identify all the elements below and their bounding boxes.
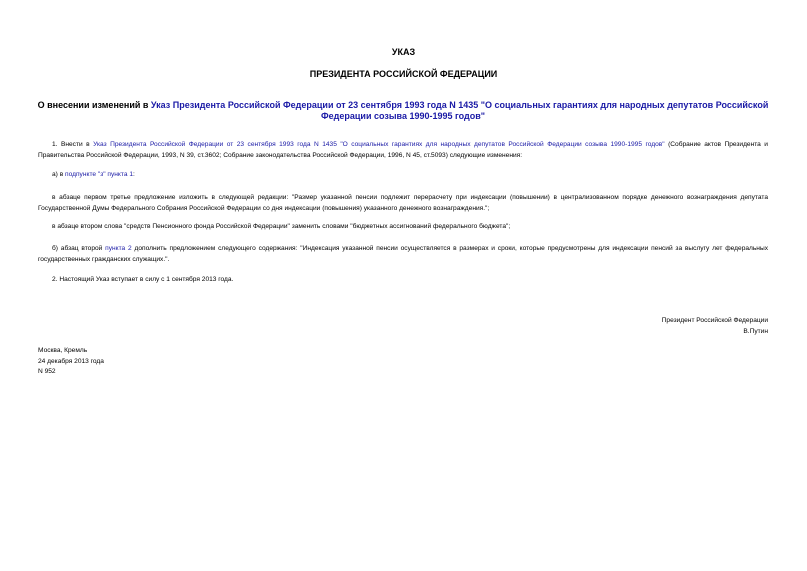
- signature-position: Президент Российской Федерации: [661, 317, 768, 324]
- paragraph-1-prefix: 1. Внести в: [52, 141, 94, 148]
- place-city: Москва, Кремль: [38, 347, 88, 354]
- document-number: N 952: [38, 368, 56, 375]
- paragraph-1-decree-link[interactable]: Указ Президента Российской Федерации от 23 сентября 1993 года N 1435 "О социальных гарантиях для народных депутатов Российской Федерации созыва 1990-1995 годов": [93, 141, 665, 148]
- paragraph-2-subclause-link[interactable]: подпункте "з" пункта 1: [65, 171, 134, 178]
- document-subtitle: [36, 100, 770, 122]
- paragraph-5-prefix: б) абзац второй: [52, 245, 106, 252]
- paragraph-2: [38, 170, 768, 181]
- paragraph-3: в абзаце первом третье предложение изложить в следующей редакции: "Размер указанной пенсии подлежит перерасчету при индексации (повышении) в централизованном порядке денежного вознаграждения депутата Государственной Думы Федерального Собрания Российской Федерации со дня индексации (повышения) указанного денежного вознаграждения.";: [38, 194, 768, 212]
- paragraph-2-prefix: а) в: [52, 171, 66, 178]
- paragraph-1: [38, 140, 768, 161]
- paragraph-5: [38, 244, 768, 265]
- document-issuer: ПРЕЗИДЕНТА РОССИЙСКОЙ ФЕДЕРАЦИИ: [309, 69, 498, 79]
- document-title: УКАЗ: [391, 47, 416, 57]
- paragraph-5-clause-link[interactable]: пункта 2: [105, 245, 132, 252]
- paragraph-2-suffix: :: [133, 171, 135, 178]
- signature-block: [662, 316, 768, 337]
- paragraph-4: в абзаце втором слова "средств Пенсионного фонда Российской Федерации" заменить словами "бюджетных ассигнований федерального бюджета";: [52, 223, 511, 230]
- paragraph-5-suffix: дополнить предложением следующего содержания: "Индексация указанной пенсии осуществляется в размерах и сроки, которые предусмотрены для индексации пенсий за выслугу лет федеральных государственных гражданских служащих.".: [38, 245, 768, 263]
- subtitle-prefix: О внесении изменений в: [37, 100, 151, 110]
- place-date-block: [38, 346, 104, 378]
- signature-name: В.Путин: [743, 327, 768, 335]
- subtitle-decree-link[interactable]: Указ Президента Российской Федерации от 23 сентября 1993 года N 1435 "О социальных гарантиях для народных депутатов Российской Федерации созыва 1990-1995 годов": [150, 100, 769, 121]
- place-date: 24 декабря 2013 года: [38, 357, 104, 365]
- paragraph-6: 2. Настоящий Указ вступает в силу с 1 сентября 2013 года.: [52, 276, 234, 283]
- paragraph-1-suffix: (Собрание актов Президента и Правительства Российской Федерации, 1993, N 39, ст.3602; Собрание законодательства Российской Федерации, 1996, N 45, ст.5093) следующие изменения:: [38, 141, 768, 159]
